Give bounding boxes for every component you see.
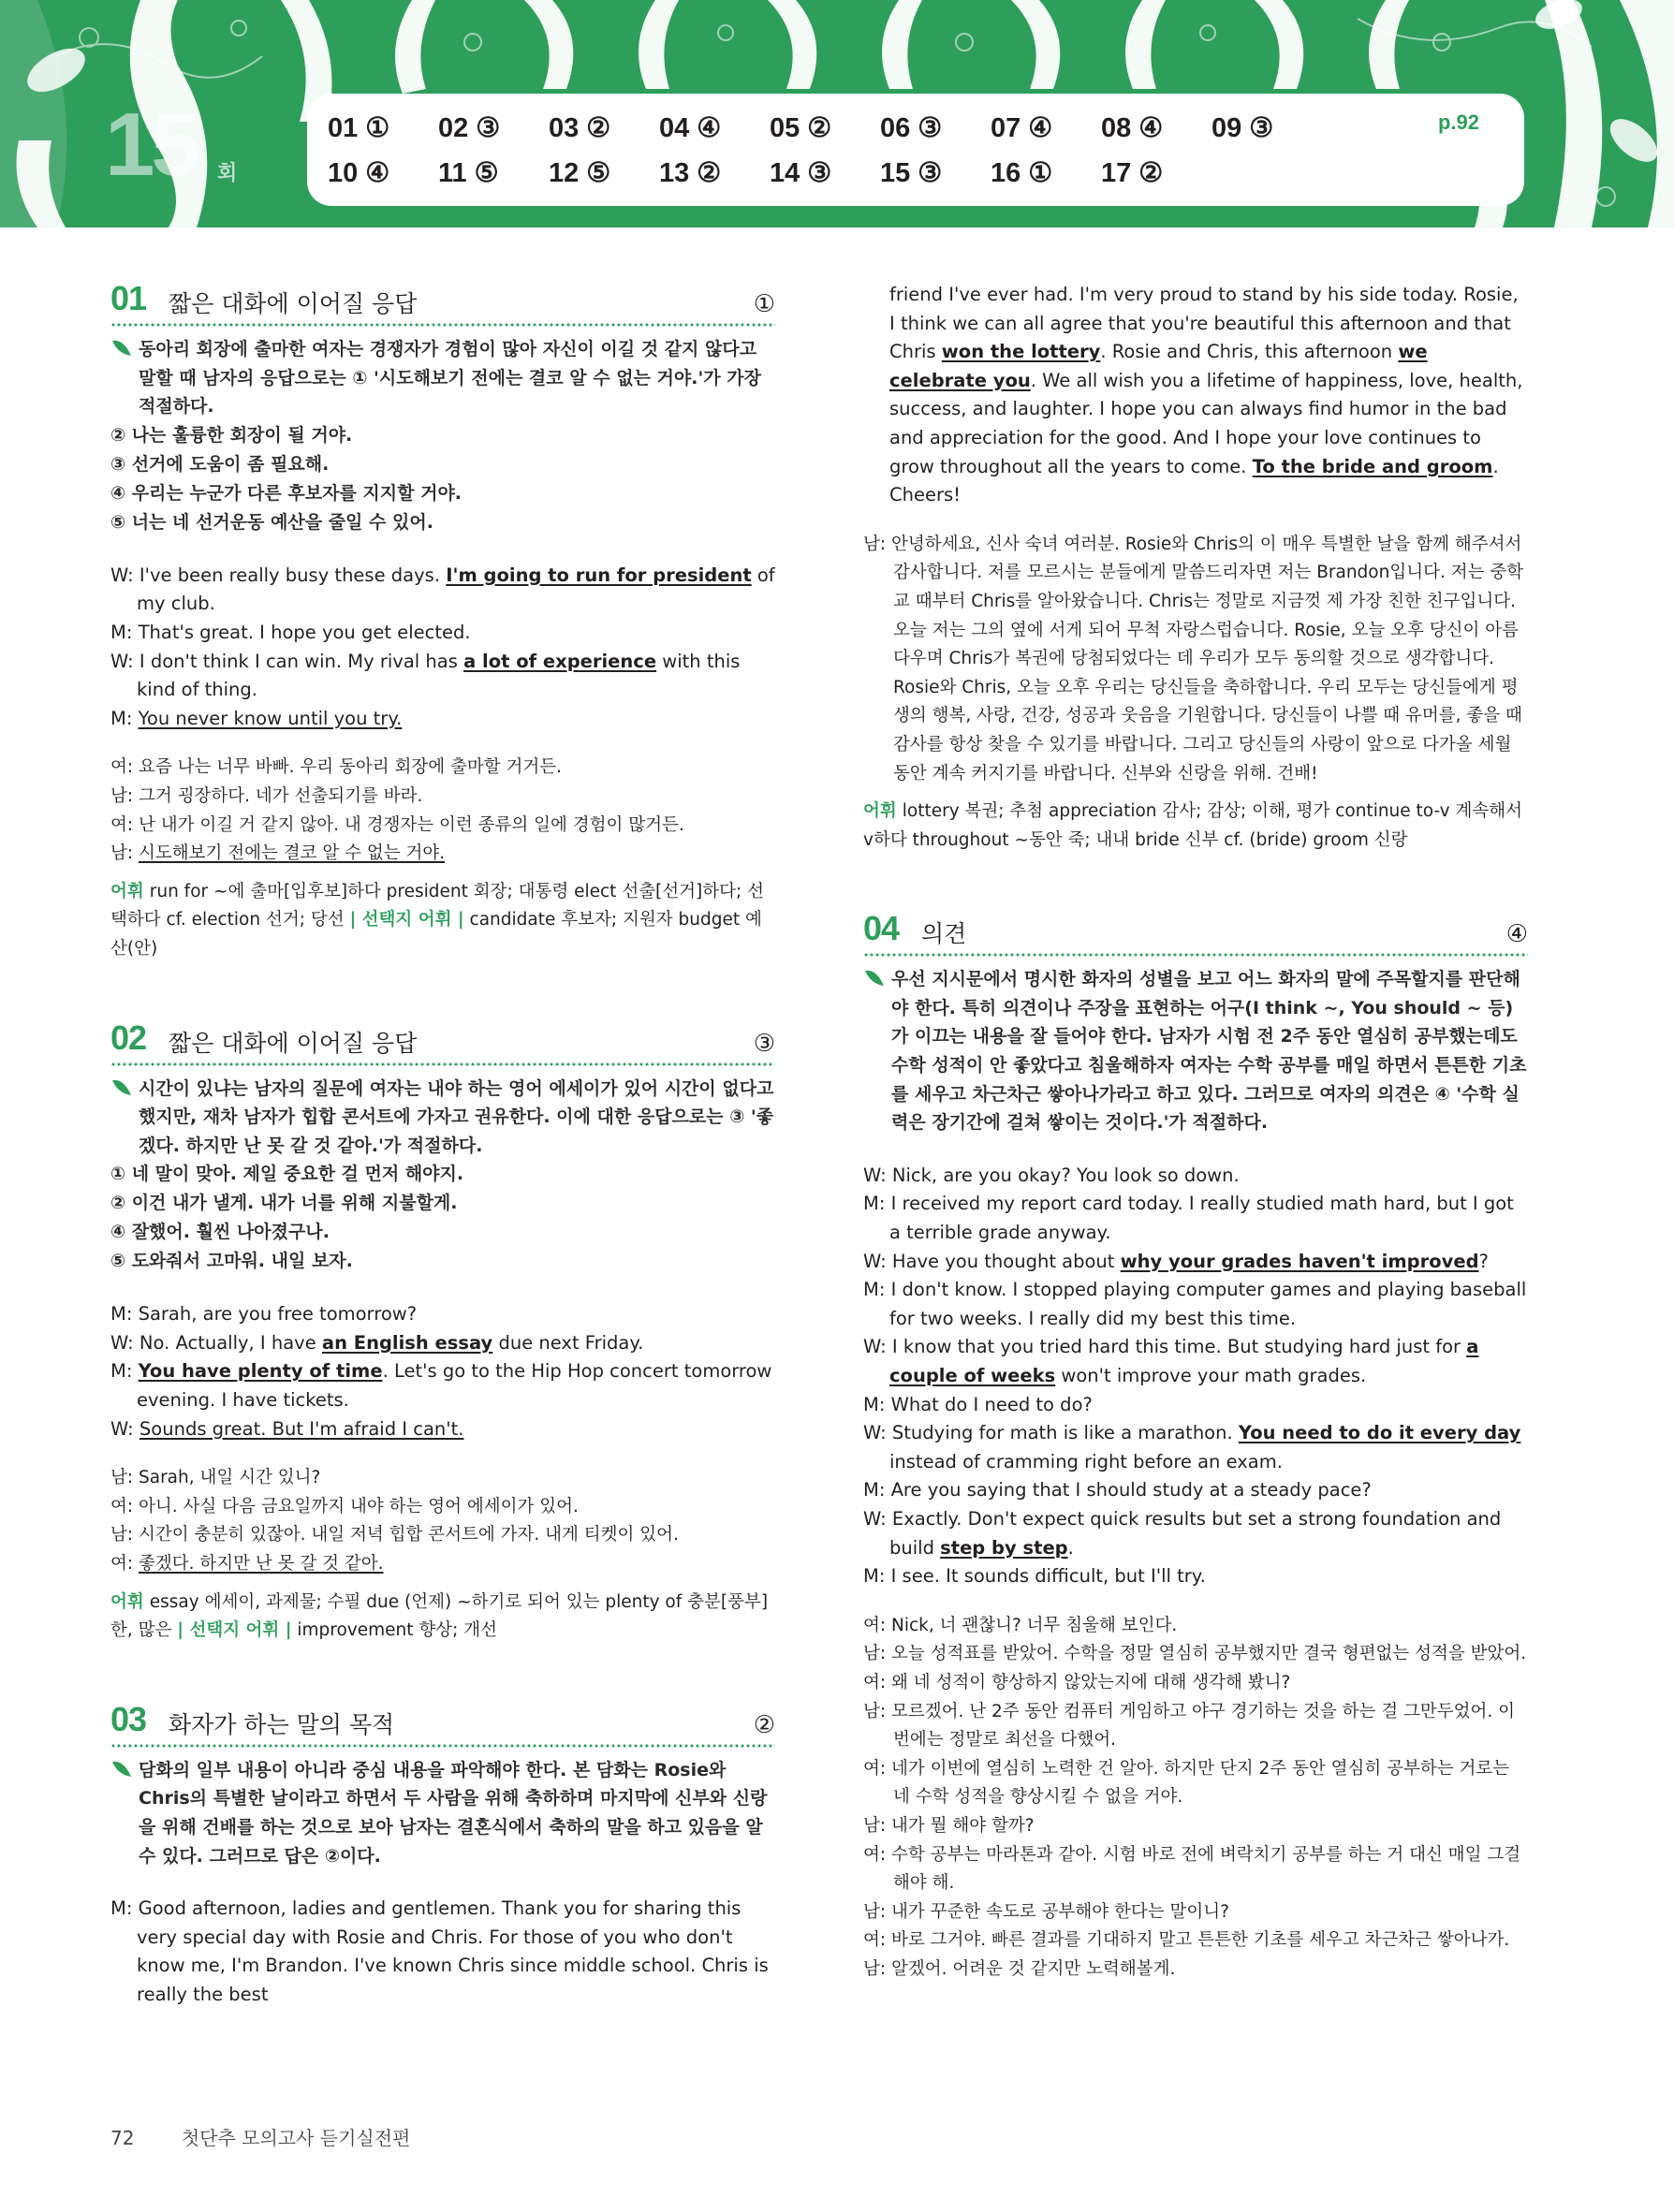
answer-key-box xyxy=(307,94,1524,206)
question-number: 03 xyxy=(549,112,580,143)
option-vocab-label: | 선택지 어휘 | xyxy=(349,910,464,930)
leaf-icon xyxy=(110,1077,133,1099)
answer-item xyxy=(659,156,770,189)
korean-translation xyxy=(110,754,775,868)
option-item: ⑤ 너는 네 선거운동 예산을 줄일 수 있어. xyxy=(110,511,433,533)
answer-choice: ④ xyxy=(697,112,722,143)
explanation-text: 동아리 회장에 출마한 여자는 경쟁자가 경험이 많아 자신이 이길 것 같지 않다고 말할 때 남자의 응답으로는 ① '시도해보기 전에는 결코 알 수 없는 거야.'가 가장 적절하다. xyxy=(139,339,761,417)
translation-line: 여: 좋겠다. 하지만 난 못 갈 것 같아. xyxy=(110,1554,384,1575)
vocab-label: 어휘 xyxy=(110,1591,144,1612)
option-item: ④ 우리는 누군가 다른 후보자를 지지할 거야. xyxy=(110,482,463,504)
option-item: ④ 잘했어. 훨씬 나아졌구나. xyxy=(110,1222,330,1243)
section-01 xyxy=(110,281,775,964)
answer-choice: ④ xyxy=(1138,112,1164,143)
english-speech xyxy=(110,1895,775,2009)
translation-line: 남: Sarah, 내일 시간 있니? xyxy=(110,1468,321,1488)
korean-translation xyxy=(863,1612,1528,1985)
answer-phrase: You never know until you try. xyxy=(138,707,403,729)
header-banner xyxy=(0,0,1674,227)
dialog-line: M: I received my report card today. I really studied math hard, but I got a terrible grade anyway. xyxy=(863,1193,1514,1244)
explanation-text: 시간이 있냐는 남자의 질문에 여자는 내야 하는 영어 에세이가 있어 시간이 없다고 했지만, 재차 남자가 힙합 콘서트에 가자고 권유한다. 이에 대한 응답으로는 ③ '좋겠다. 하지만 난 못 갈 것 같아.'가 적절하다. xyxy=(139,1077,774,1156)
answer-item xyxy=(1101,156,1211,189)
page-number: 72 xyxy=(110,2127,135,2149)
dialog-line: W: Studying for math is like a marathon. You need to do it every day instead of cramming right before an exam. xyxy=(863,1422,1521,1472)
dialog-line: W: Sounds great. But I'm afraid I can't. xyxy=(110,1417,464,1440)
section-title: 짧은 대화에 이어질 응답 xyxy=(169,1029,418,1057)
answer-item xyxy=(880,156,991,189)
translation-line: 여: 난 내가 이길 거 같지 않아. 내 경쟁자는 이런 종류의 일에 경험이 많거든. xyxy=(110,814,684,835)
translation-line: 여: 왜 네 성적이 향상하지 않았는지에 대해 생각해 봤니? xyxy=(863,1672,1291,1692)
section-number: 03 xyxy=(110,1699,147,1738)
book-title: 첫단추 모의고사 듣기실전편 xyxy=(181,2127,411,2149)
answer-item xyxy=(991,156,1101,189)
section-03 xyxy=(110,1699,775,2010)
key-phrase: You need to do it every day xyxy=(1238,1422,1521,1444)
answer-choice: ① xyxy=(365,112,390,143)
answer-phrase: 좋겠다. 하지만 난 못 갈 것 같아. xyxy=(139,1554,384,1575)
section-title: 의견 xyxy=(921,920,967,948)
answer-row-2 xyxy=(328,150,1545,195)
answer-item xyxy=(438,156,549,189)
key-phrase: why your grades haven't improved xyxy=(1120,1250,1479,1272)
korean-translation xyxy=(863,531,1528,788)
speech-line: M: Good afternoon, ladies and gentlemen. Thank you for sharing this very special day with Rosie and Chris. For those of you who don't know me, I'm Brandon. I've known Chris since middle school. Chris is really the best xyxy=(110,1897,769,2005)
translation-line: 남: 내가 꾸준한 속도로 공부해야 한다는 말이니? xyxy=(863,1901,1229,1922)
dialog-line: M: I don't know. I stopped playing computer games and playing baseball for two weeks. I really did my best this time. xyxy=(863,1279,1527,1329)
dialog-line: W: I've been really busy these days. I'm going to run for president of my club. xyxy=(110,564,775,615)
question-number: 10 xyxy=(328,157,359,188)
answer-item xyxy=(770,156,880,189)
answer-choice: ② xyxy=(1138,157,1164,188)
unit-suffix: 회 xyxy=(217,161,238,184)
dotted-divider xyxy=(110,1062,775,1067)
question-number: 04 xyxy=(659,112,690,143)
question-number: 13 xyxy=(659,157,690,188)
key-phrase: we celebrate you xyxy=(889,341,1428,391)
answer-item xyxy=(328,156,438,189)
answer-choice: ④ xyxy=(365,157,390,188)
key-phrase: You have plenty of time xyxy=(138,1360,383,1383)
dotted-divider xyxy=(863,952,1528,958)
speech-line: friend I've ever had. I'm very proud to stand by his side today. Rosie, I think we can all agree that you're beautiful this afternoon and that Chris won the lottery. Rosie and Chris, this afternoon we celebrate you. We all wish you a lifetime of happiness, love, health, success, and laughter. I hope you can always find humor in the bad and appreciation for the good. And I hope your love continues to grow throughout all the years to come. To the bride and groom. Cheers! xyxy=(889,284,1523,506)
dotted-divider xyxy=(110,322,775,328)
translation-line: 남: 시간이 충분히 있잖아. 내일 저녁 힙합 콘서트에 가자. 내게 티켓이 있어. xyxy=(110,1525,679,1545)
answer-choice: ③ xyxy=(1249,112,1274,143)
translation-line: 여: 요즘 나는 너무 바빠. 우리 동아리 회장에 출마할 거거든. xyxy=(110,757,562,778)
answer-item xyxy=(659,111,770,144)
translation-line: 남: 내가 뭘 해야 할까? xyxy=(863,1815,1035,1836)
explanation xyxy=(863,965,1528,1137)
option-item: ③ 선거에 도움이 좀 필요해. xyxy=(110,453,330,475)
answer-key xyxy=(328,105,1545,195)
section-header xyxy=(863,911,1528,958)
section-header xyxy=(110,281,775,328)
answer-choice: ③ xyxy=(807,157,832,188)
question-number: 05 xyxy=(770,112,800,143)
answer-choice: ④ xyxy=(1028,112,1053,143)
answer-choice: ③ xyxy=(476,112,501,143)
explanation xyxy=(110,1075,775,1161)
explanation xyxy=(110,335,775,421)
answer-phrase: 시도해보기 전에는 결코 알 수 없는 거야. xyxy=(139,843,446,864)
answer-item xyxy=(549,111,659,144)
option-vocab-label: | 선택지 어휘 | xyxy=(177,1620,292,1641)
translation-line: 남: 모르겠어. 난 2주 동안 컴퓨터 게임하고 야구 경기하는 것을 하는 걸 그만두었어. 이번에는 정말로 최선을 다했어. xyxy=(863,1701,1515,1751)
section-03-continued xyxy=(863,281,1528,855)
question-number: 14 xyxy=(770,157,800,188)
translation-line: 여: 수학 공부는 마라톤과 같아. 시험 바로 전에 벼락치기 공부를 하는 거 대신 매일 그걸 해야 해. xyxy=(863,1844,1521,1894)
dialog-line: W: No. Actually, I have an English essay due next Friday. xyxy=(110,1331,644,1354)
korean-translation xyxy=(110,1464,775,1578)
answer-choice: ② xyxy=(586,112,611,143)
option-item: ② 나는 훌륭한 회장이 될 거야. xyxy=(110,424,353,446)
section-answer: ② xyxy=(753,1710,775,1739)
english-dialog xyxy=(110,562,775,734)
dialog-line: M: I see. It sounds difficult, but I'll try. xyxy=(863,1565,1206,1588)
explanation xyxy=(110,1756,775,1870)
section-number: 04 xyxy=(863,909,900,948)
page-reference: p.92 xyxy=(1437,110,1479,134)
translation-line: 여: 아니. 사실 다음 금요일까지 내야 하는 영어 에세이가 있어. xyxy=(110,1496,579,1516)
key-phrase: To the bride and groom xyxy=(1252,455,1493,477)
key-phrase: an English essay xyxy=(321,1331,493,1354)
english-dialog xyxy=(110,1300,775,1443)
dialog-line: W: Nick, are you okay? You look so down. xyxy=(863,1164,1240,1186)
section-answer: ③ xyxy=(753,1029,775,1058)
answer-item xyxy=(1211,111,1322,144)
vocabulary: 어휘 run for ~에 출마[입후보]하다 president 회장; 대통령 elect 선출[선거]하다; 선택하다 cf. election 선거; 당선 | 선택지 어휘 | candidate 후보자; 지원자 budget 예산(안) xyxy=(110,881,764,959)
key-phrase: I'm going to run for president xyxy=(446,564,752,586)
leaf-icon xyxy=(863,967,886,989)
answer-choice: ③ xyxy=(918,157,943,188)
translation-line: 여: 네가 이번에 열심히 노력한 건 알아. 하지만 단지 2주 동안 열심히 공부하는 거로는 네 수학 성적을 향상시킬 수 없을 거야. xyxy=(863,1758,1510,1808)
vocab-label: 어휘 xyxy=(110,881,144,901)
left-column xyxy=(110,281,775,2010)
question-number: 11 xyxy=(438,157,467,188)
dialog-line: M: You never know until you try. xyxy=(110,707,403,729)
key-phrase: step by step xyxy=(940,1536,1068,1559)
section-header xyxy=(110,1020,775,1067)
answer-row-1 xyxy=(328,105,1545,150)
leaf-icon xyxy=(110,1758,133,1780)
section-answer: ④ xyxy=(1505,920,1528,949)
answer-item xyxy=(438,111,549,144)
answer-item xyxy=(991,111,1101,144)
answer-choice: ③ xyxy=(918,112,943,143)
answer-item xyxy=(549,156,659,189)
answer-choice: ② xyxy=(807,112,832,143)
dialog-line: M: Are you saying that I should study at a steady pace? xyxy=(863,1479,1372,1502)
page-footer xyxy=(110,2123,410,2150)
translation-line: 남: 그거 굉장하다. 네가 선출되기를 바라. xyxy=(110,785,423,806)
option-list xyxy=(110,421,775,537)
answer-item xyxy=(1101,111,1211,144)
question-number: 06 xyxy=(880,112,911,143)
explanation-text: 담화의 일부 내용이 아니라 중심 내용을 파악해야 한다. 본 담화는 Rosie와 Chris의 특별한 날이라고 하면서 두 사람을 위해 축하하며 마지막에 신부와 신랑을 위해 건배를 하는 것으로 보아 남자는 결혼식에서 축하의 말을 하고 있음을 알 수 있다. 그러므로 답은 ②이다. xyxy=(139,1759,768,1867)
translation-line: 남: 시도해보기 전에는 결코 알 수 없는 거야. xyxy=(110,843,446,864)
dialog-line: M: What do I need to do? xyxy=(863,1393,1093,1415)
dialog-line: M: Sarah, are you free tomorrow? xyxy=(110,1303,418,1326)
vocabulary: 어휘 lottery 복권; 추첨 appreciation 감사; 감상; 이해, 평가 continue to-v 계속해서 v하다 throughout ~동안 죽; 내내 bride 신부 cf. (bride) groom 신랑 xyxy=(863,801,1522,850)
question-number: 12 xyxy=(549,157,580,188)
answer-phrase: Sounds great. But I'm afraid I can't. xyxy=(139,1417,464,1440)
option-item: ② 이건 내가 낼게. 내가 너를 위해 지불할게. xyxy=(110,1193,458,1214)
dialog-line: W: Have you thought about why your grades haven't improved? xyxy=(863,1250,1489,1272)
section-number: 02 xyxy=(110,1018,147,1057)
question-number: 09 xyxy=(1211,112,1242,143)
section-02 xyxy=(110,1020,775,1646)
leaf-icon xyxy=(110,337,133,359)
answer-item xyxy=(880,111,991,144)
dialog-line: W: I know that you tried hard this time. But studying hard just for a couple of weeks won't improve your math grades. xyxy=(863,1336,1479,1386)
answer-item xyxy=(328,111,438,144)
dialog-line: M: That's great. I hope you get elected. xyxy=(110,621,471,643)
key-phrase: won the lottery xyxy=(941,341,1101,363)
question-number: 17 xyxy=(1101,157,1132,188)
section-number: 01 xyxy=(110,279,147,317)
explanation-text: 우선 지시문에서 명시한 화자의 성별을 보고 어느 화자의 말에 주목할지를 판단해야 한다. 특히 의견이나 주장을 표현하는 어구(I think ~, You should ~ 등)가 이끄는 내용을 잘 들어야 한다. 남자가 시험 전 2주 동안 열심히 공부했는데도 수학 성적이 안 좋았다고 침울해하자 여자는 수학 공부를 매일 하면서 튼튼한 기초를 세우고 차근차근 쌓아나가라고 하고 있다. 그러므로 여자의 의견은 ④ '수학 실력은 장기간에 걸쳐 쌓이는 것이다.'가 적절하다. xyxy=(891,969,1527,1134)
option-item: ⑤ 도와줘서 고마워. 내일 보자. xyxy=(110,1251,353,1272)
dialog-line: M: You have plenty of time. Let's go to the Hip Hop concert tomorrow evening. I have tickets. xyxy=(110,1360,772,1412)
section-title: 짧은 대화에 이어질 응답 xyxy=(169,290,418,317)
dialog-line: W: Exactly. Don't expect quick results but set a strong foundation and build step by step. xyxy=(863,1507,1502,1559)
translation-line: 남: 오늘 성적표를 받았어. 수학을 정말 열심히 공부했지만 결국 형편없는 성적을 받았어. xyxy=(863,1644,1527,1664)
vocabulary: 어휘 essay 에세이, 과제물; 수필 due (언제) ~하기로 되어 있는 plenty of 충분[풍부]한, 많은 | 선택지 어휘 | improvement 향상; 개선 xyxy=(110,1591,769,1641)
option-item: ① 네 말이 맞아. 제일 중요한 걸 먼저 해야지. xyxy=(110,1164,464,1185)
question-number: 16 xyxy=(991,157,1021,188)
answer-choice: ⑤ xyxy=(586,157,611,188)
question-number: 02 xyxy=(438,112,469,143)
dotted-divider xyxy=(110,1743,775,1749)
translation-line: 남: 알겠어. 어려운 것 같지만 노력해볼게. xyxy=(863,1958,1176,1979)
translation-line: 여: Nick, 너 괜찮니? 너무 침울해 보인다. xyxy=(863,1615,1178,1635)
section-title: 화자가 하는 말의 목적 xyxy=(169,1710,395,1738)
question-number: 01 xyxy=(328,112,359,143)
english-dialog xyxy=(863,1162,1528,1591)
section-header xyxy=(110,1699,775,1749)
right-column xyxy=(863,281,1528,1984)
vocab-label: 어휘 xyxy=(863,801,897,822)
answer-choice: ② xyxy=(697,157,722,188)
option-list xyxy=(110,1160,775,1276)
translation-line: 여: 바로 그거야. 빠른 결과를 기대하지 말고 튼튼한 기초를 세우고 차근차근 쌓아나가. xyxy=(863,1930,1510,1951)
translation-line: 남: 안녕하세요, 신사 숙녀 여러분. Rosie와 Chris의 이 매우 특별한 날을 함께 해주셔서 감사합니다. 저를 모르시는 분들에게 말씀드리자면 저는 Brandon입니다. 저는 중학교 때부터 Chris를 알아왔습니다. Chris는 정말로 지금껏 제 가장 친한 친구입니다. 오늘 저는 그의 옆에 서게 되어 무척 자랑스럽습니다. Rosie, 오늘 오후 당신이 아름다우며 Chris가 복권에 당첨되었다는 데 우리가 모두 동의할 것으로 생각합니다. Rosie와 Chris, 오늘 오후 우리는 당신들을 축하합니다. 우리 모두는 당신들에게 평생의 행복, 사랑, 건강, 성공과 웃음을 기원합니다. 당신들이 나쁠 때 유머를, 좋을 때 감사를 항상 찾을 수 있기를 바랍니다. 그리고 당신들의 사랑이 앞으로 다가올 세월 동안 계속 커지기를 바랍니다. 신부와 신랑을 위해. 건배! xyxy=(863,534,1524,784)
key-phrase: a lot of experience xyxy=(463,650,657,672)
question-number: 15 xyxy=(880,157,911,188)
section-04 xyxy=(863,911,1528,1984)
dialog-line: W: I don't think I can win. My rival has a lot of experience with this kind of thing. xyxy=(110,650,741,701)
question-number: 07 xyxy=(991,112,1021,143)
question-number: 08 xyxy=(1101,112,1132,143)
key-phrase: a couple of weeks xyxy=(889,1336,1479,1386)
answer-item xyxy=(770,111,880,144)
unit-number: 15 xyxy=(105,95,198,195)
answer-choice: ① xyxy=(1028,157,1053,188)
answer-choice: ⑤ xyxy=(474,157,499,188)
section-answer: ① xyxy=(753,290,775,318)
